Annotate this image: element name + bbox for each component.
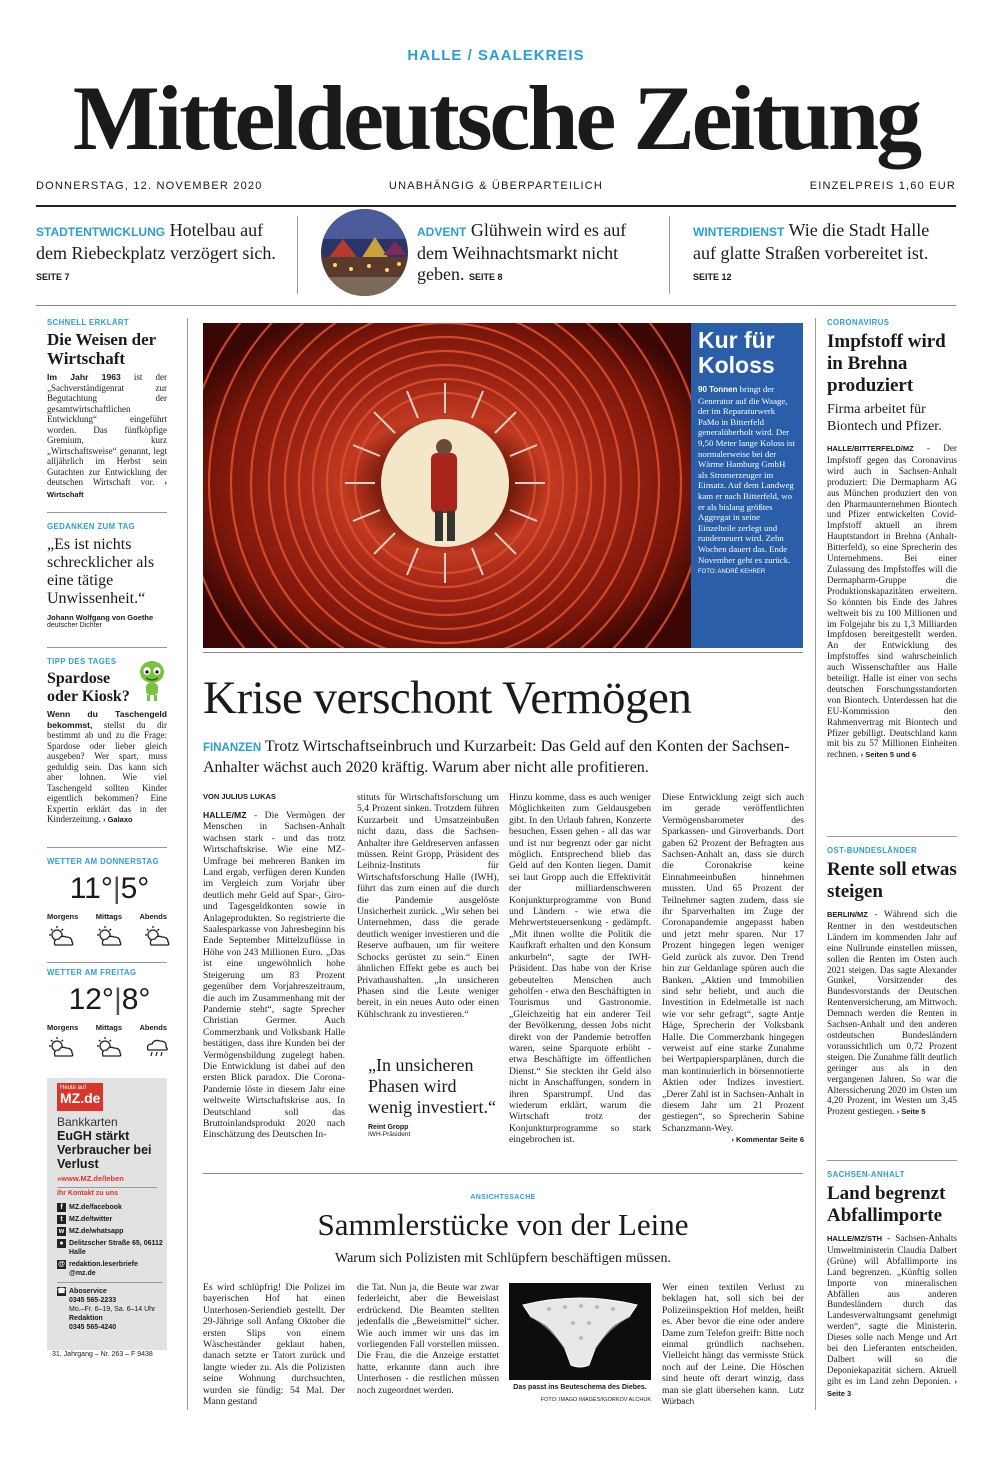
ref-text: Wirtschaft — [47, 489, 84, 499]
sun-cloud-icon — [47, 926, 75, 946]
corona-subhead: Firma arbeitet für Biontech und Pfizer. — [827, 402, 942, 434]
temp-high: 11° — [69, 872, 113, 905]
lower-text: Es wird schlüpfrig! Die Polizei im bayerischen Hof hat einen Unterhosen-Seriendieb gestellt. Der 29-Jährige soll Anfang Oktober die ersten Slips von einem Wäscheständer geklaut haben, danach setzte er Tatort zurück und langte wieder zu. Als die Polizisten seine Wohnung durchsuchten, wurden sie fündig: 54 Mal. Der Mann gestand — [203, 1282, 345, 1408]
ref-link[interactable]: › Wirtschaft — [47, 478, 168, 499]
contact-phone — [57, 1287, 163, 1332]
body-text: - Während sich die Rentner in den westdeutschen Ländern im kommenden Jahr auf eine Nullrunde einstellen müssen, sollen die Renten im Osten auch 2021 steigen. Das sagte Alexander Gunkel, Vorsitzender des Bundesvorstands der Deutschen Rentenversicherung, am Mittwoch. Demnach werden die Renten in Sachsen-Anhalt und den anderen ostdeutschen Bundesländern voraussichtlich um 0,72 Prozent steigen. Die Zunahme fällt deutlich geringer aus als in den vergangenen Jahren. So war die Alterssicherung 2020 im Osten um 4,20 Prozent, im Westen um 3,45 Prozent gestiegen. — [827, 909, 957, 1117]
corona-headline: Impfstoff wird in Brehna produziert — [827, 331, 946, 396]
teaser-kicker: ADVENT — [417, 225, 467, 239]
teaser-advent[interactable] — [417, 220, 647, 288]
temp-low: 5° — [120, 872, 150, 905]
redaktion-phone[interactable]: 0345 565-4240 — [69, 1324, 117, 1331]
contact-mail[interactable] — [57, 1260, 163, 1278]
mail-link: redaktion.leserbriefe @mz.de — [69, 1261, 138, 1277]
issue-date: DONNERSTAG, 12. NOVEMBER 2020 — [36, 180, 263, 192]
promo-category: Bankkarten — [57, 1115, 118, 1129]
main-text: Diese Entwicklung zeigt sich auch im gerade veröffentlichten Vermögensbarometer des Sparkassen- und Giroverbands. Dort gaben 62 Prozent der Befragten aus Sachsen-Anhalt an, dass sie durch die Coronakrise keine Einnahmeeinbußen hinnehmen mussten. Und 65 Prozent der Teilnehmer sagten zudem, dass sie ihr Sparverhalten im Zuge der Coronapandemie angepasst haben und jetzt mehr sparen. Nur 17 Prozent hingegen legen weniger Geld zurück als zuvor. Den Trend hin zur Geldanlage spüren auch die Banken. „Aktien und Immobilien sind sehr beliebt, und auch die Investition in Edelmetalle ist nach wie vor sehr gefragt“, sagte Antje Häge, Sprecherin der Volksbank Halle. Die Commerzbank hingegen verweist auf eine starke Zunahme bei Wertpapiersparplänen, durch die man kontinuierlich in börsennotierte Aktien oder Indizes investiert. „Derer Zahl ist in Sachsen-Anhalt in diesem Jahr um 21 Prozent gestiegen“, so Sprecherin Sabine Schanzmann-Wey. — [662, 792, 804, 1134]
teaser-stadtentwicklung[interactable] — [36, 220, 276, 288]
address-text: Delitzscher Straße 65, 06112 Halle — [69, 1240, 163, 1256]
photo-credit: FOTO: ANDRÉ KEHRER — [698, 569, 766, 576]
main-headline: Krise verschont Vermögen — [203, 672, 692, 724]
ref-text: Kommentar Seite 6 — [736, 1135, 804, 1145]
photo-caption: Das passt ins Beuteschema des Diebes. — [513, 1384, 647, 1391]
main-deck — [203, 737, 803, 777]
lingerie-photo — [509, 1283, 651, 1380]
label-morning: Morgens — [47, 1023, 79, 1032]
facebook-icon: f — [57, 1203, 66, 1212]
contact-address — [57, 1239, 163, 1257]
teaser-text: Wie die Stadt Halle auf glatte Straßen vorbereitet ist. — [693, 220, 930, 263]
section-label: SCHNELL ERKLÄRT — [47, 318, 130, 327]
main-text: stituts für Wirtschaftsforschung um 5,4 Prozent sinken. Trotzdem führen Kurzarbeit und Umsatzeinbußen nicht dazu, dass die Sachsen-Anhalter ihre Geldreserven anfassen müssen. Reint Gropp, Präsident des Leibniz-Instituts für Wirtschaftsforschung Halle (IWH), führt das zum einen auf die durch die Pandemie ausgelöste Unsicherheit zurück. „Wir sehen bei Unternehmen, dass die gerade deutlich weniger investieren und die Reserve aufbauen, um für weitere Schocks gerüstet zu sein.“ Einen ähnlichen Effekt gebe es auch bei Privathaushalten. „In unsicheren Phasen sind die Leute weniger bereit, in ein neues Auto oder einen Kühlschrank zu investieren.“ — [357, 792, 499, 1020]
section-label: OST-BUNDESLÄNDER — [827, 846, 918, 855]
author-name: Lutz Würbach — [662, 1385, 804, 1407]
location-icon: ● — [57, 1239, 66, 1248]
alien-mascot-icon — [136, 659, 168, 701]
left-column — [47, 318, 167, 500]
sun-cloud-icon — [143, 926, 171, 946]
redaktion-label: Redaktion — [69, 1315, 103, 1322]
teaser-text: Glühwein wird es auf dem Weihnachtsmarkt nicht geben. — [417, 220, 627, 284]
tagline: UNABHÄNGIG & ÜBERPARTEILICH — [388, 180, 604, 192]
abo-hours: Mo.–Fr. 6–19, Sa. 6–14 Uhr — [69, 1306, 156, 1313]
contact-list — [57, 1203, 163, 1332]
right-story-corona — [827, 318, 957, 761]
section-label: WETTER AM DONNERSTAG — [47, 857, 159, 866]
quote-of-day — [47, 522, 167, 629]
body-text: ist der „Sachverständigenrat zur Begutachtung der gesamtwirtschaftlichen Entwicklung“ eingeführt worden. Das fünfköpfige Gremium, kurz „Wirtschaftsweise“ genannt, legt alljährlich im Herbst sein Gutachten zur Entwicklung der deutschen Wirtschaft vor. — [47, 372, 168, 487]
lower-column-2 — [357, 1282, 499, 1396]
sun-cloud-icon — [95, 1037, 123, 1057]
lead-text: Wenn du Taschengeld bekommst, — [47, 709, 167, 730]
promo-headline: EuGH stärkt Verbraucher bei Verlust — [57, 1129, 152, 1171]
section-label: SACHSEN-ANHALT — [827, 1170, 905, 1179]
dateline: HALLE/BITTERFELD/MZ — [827, 444, 914, 453]
caption-lead: 90 Tonnen — [698, 385, 738, 394]
deck-kicker: FINANZEN — [203, 742, 262, 754]
caption-text: bringt der Generator auf die Waage, der im Reparaturwerk PaMo in Bitterfeld generalüberholt wird. Der 9,50 Meter lange Koloss ist normalerweise bei der Wärme Hamburg GmbH als Stromerzeuger im Einsatz. Auf dem Landweg kam er nach Bitterfeld, wo er als bislang größtes Aggregat in seine Einzelteile zerlegt und runderneuert wird. Zehn Wochen dauert das. Ende November geht es zurück. — [698, 384, 795, 565]
twitter-link: MZ.de/twitter — [69, 1216, 113, 1223]
main-text: Hinzu komme, dass es auch weniger Möglichkeiten zum Geldausgeben gibt. In den Urlaub fahren, Konzerte besuchen, Essen gehen - all das war und ist nur begrenzt oder gar nicht möglich. Entsprechend blieb das Geld auf den Konten liegen. Damit sei laut Gropp auch die Effektivität der milliardenschweren Konjunkturprogramme von Bund und Ländern - wie etwa die Mehrwertsteuersenkung - gedämpft. „Mit ihnen wollte die Politik die Kaufkraft erhalten und den Konsum ankurbeln“, sagte der IWH-Präsident. Das habe von der Krise gebeutelten Menschen auch geholfen - etwa den Beschäftigten in Tourismus und Gastronomie. „Gleichzeitig hat ein anderer Teil der Bevölkerung, dessen Jobs nicht direkt von der Pandemie betroffen waren, seine Sparquote erhöht - etwa Beschäftigte im öffentlichen Dienst.“ Sie steckten ihr Geld also nicht in Anschaffungen, sondern in ihren Sparstrumpf. Und das wiederum erklärt, warum die Wirtschaft trotz der Konjunkturprogramme so stark eingebrochen ist. — [509, 792, 651, 1146]
ref-link[interactable]: › Galaxo — [102, 815, 133, 824]
temp-low: 8° — [121, 983, 151, 1016]
price: EINZELPREIS 1,60 EUR — [809, 180, 956, 192]
teaser-ref: SEITE 12 — [693, 272, 732, 282]
photo-credit: FOTO: IMAGO IMAGES/IGORKOV ALCHUK — [540, 1397, 651, 1403]
ref-text: Seiten 5 und 6 — [865, 750, 917, 760]
rain-cloud-icon — [143, 1037, 171, 1057]
contact-facebook[interactable] — [57, 1203, 163, 1212]
comment-ref-link[interactable]: › Kommentar Seite 6 — [731, 1135, 804, 1145]
body-text: stellst du dir bestimmt ab und zu die Frage: Spardose oder lieber gleich ausgeben? Wer spart, muss geduldig sein. Das kann sich aber lohnen. Wie viel Taschengeld sollten Kinder eigentlich bekommen? Eine Expertin erklärt das in der Kinderzeitung. — [47, 719, 168, 824]
mz-logo[interactable] — [57, 1083, 103, 1111]
ref-text: Galaxo — [107, 815, 133, 824]
ref-text: Seite 3 — [827, 1388, 852, 1398]
section-label: ANSICHTSSACHE — [470, 1194, 536, 1201]
promo-brand: MZ.de — [60, 1090, 101, 1106]
caption-title: Kur für Koloss — [698, 327, 775, 378]
newspaper-title: Mitteldeutsche Zeitung — [72, 67, 920, 169]
section-label: TIPP DES TAGES — [47, 657, 117, 666]
masthead-rule — [36, 205, 956, 207]
pull-quote-name: Reint Gropp — [368, 1124, 409, 1131]
dateline: HALLE/MZ/STH — [827, 1234, 882, 1243]
label-evening: Abends — [139, 912, 167, 921]
contact-heading: Ihr Kontakt zu uns — [57, 1190, 119, 1197]
lower-text: die Tat. Nun ja, die Beute war zwar federleicht, aber die Beweislast erdrückend. Die Beamten stellten jedenfalls die „Beweismittel“ sicher. Wie auch immer wir uns das im vorliegenden Fall vorstellen müssen. Die Frau, die die Anzeige erstattet hatte, erkannte dann auch ihre Unterhosen - die restlichen müssen noch zugeordnet werden. — [357, 1282, 499, 1396]
phone-icon: ☎ — [57, 1288, 66, 1295]
twitter-icon: t — [57, 1215, 66, 1224]
label-noon: Mittags — [95, 1023, 122, 1032]
sun-cloud-icon — [95, 926, 123, 946]
quote-author: Johann Wolfgang von Goethe — [47, 613, 154, 622]
right-story-abfall — [827, 1170, 957, 1400]
teaser-kicker: STADTENTWICKLUNG — [36, 225, 166, 239]
main-text: - Die Vermögen der Menschen in Sachsen-Anhalt wachsen stark - und das trotz Wirtschaftskrise. Wie eine MZ-Umfrage bei mehreren Banken im Land ergab, verfügen deren Kunden im Vergleich zum Vorjahr über deutlich mehr Geld auf Spar-, Giro- und Tagesgeldkonten sowie in Anlageprodukten. So registrierte die Saalesparkasse von Jahresbeginn bis Ende September Mittelzuflüsse in Höhe von 243 Millionen Euro. „Das ist eine ungewöhnlich hohe Steigerung um 83 Prozent gegenüber dem Vorjahreszeitraum, die auch im Zusammenhang mit der Pandemie steht“, sagte Sprecher Christian Germer. Auch Commerzbank und Volksbank Halle bestätigen, dass ihre Kunden bei der Vermögensbildung zugelegt haben. Die Entwicklung ist dabei auf den ersten Blick paradox. Die Corona-Pandemie löste in diesem Jahr eine weltweite Wirtschaftskrise aus. In Deutschland soll das Bruttoinlandsprodukt 2020 nach Einschätzung des Deutschen In- — [203, 810, 345, 1141]
facebook-link: MZ.de/facebook — [69, 1204, 122, 1211]
lower-text: Wer einen textilen Verlust zu beklagen hat, soll sich bei der Polizeiinspektion Hof melden, heißt es. Aber bevor die eine oder andere Dame zum Telefon greift: Bitte noch einmal gründlich nachsehen. Vielleicht hängt das vermisste Stück noch auf der Leine. Die Höschen sind heute oft derart winzig, dass man sie glatt übersehen kann. — [662, 1282, 804, 1396]
whatsapp-link: MZ.de/whatsapp — [69, 1228, 124, 1235]
teaser-winterdienst[interactable] — [693, 220, 933, 288]
lead-text: Im Jahr 1963 — [47, 372, 121, 382]
main-column-4 — [662, 792, 804, 1146]
body-text: - Sachsen-Anhalts Umweltministerin Claudia Dalbert (Grüne) will Abfallimporte ins Land begrenzen. „Künftig sollen Importe von mineralischen Abfällen aus anderen Bundesländern durch das Landesverwaltungsamt genehmigt werden“, sagte die Ministerin. Dieses solle nach Menge und Art bei den Lieferanten entscheiden. Dalbert will so die Deponiekapazität sichern. Aktuell gibt es im Land zehn Deponien. — [827, 1233, 957, 1386]
promo-url[interactable]: »www.MZ.de/leben — [57, 1174, 124, 1183]
pull-quote-role: IWH-Präsident — [368, 1131, 411, 1138]
pull-quote-text: „In unsicheren Phasen wird wenig investiert.“ — [368, 1055, 496, 1117]
contact-twitter[interactable] — [57, 1215, 163, 1224]
quote-role: deutscher Dichter — [47, 622, 102, 629]
byline: VON JULIUS LUKAS — [203, 792, 276, 801]
dateline: BERLIN/MZ — [827, 910, 868, 919]
section-label: GEDANKEN ZUM TAG — [47, 522, 136, 531]
abo-label: Aboservice — [69, 1288, 107, 1295]
abo-phone[interactable]: 0345 565-2233 — [69, 1297, 117, 1304]
main-column-3 — [509, 792, 651, 1146]
weather-friday: WETTER AM FREITAG 12°|8° Morgens Mittags Abends — [47, 968, 172, 1057]
temp-high: 12° — [68, 983, 114, 1016]
ref-link[interactable]: › Seite 3 — [827, 1376, 957, 1398]
label-morning: Morgens — [47, 912, 79, 921]
rente-headline: Rente soll etwas steigen — [827, 859, 957, 902]
section-label: WETTER AM FREITAG — [47, 968, 137, 977]
promo-box — [47, 1078, 167, 1350]
generator-photo — [203, 323, 691, 648]
lower-deck: Warum sich Polizisten mit Schlüpfern beschäftigen müssen. — [335, 1251, 671, 1266]
issue-number: 31. Jahrgang – Nr. 263 – F 9438 — [52, 1351, 153, 1358]
teaser-ref: SEITE 8 — [468, 272, 503, 282]
right-story-rente — [827, 846, 957, 1118]
main-column-2 — [357, 792, 499, 1020]
section-label: CORONAVIRUS — [827, 318, 890, 327]
lower-headline: Sammlerstücke von der Leine — [317, 1207, 689, 1242]
promo-tag: Heute auf — [60, 1085, 87, 1091]
weisen-headline: Die Weisen der Wirtschaft — [47, 330, 156, 368]
photo-caption-box — [691, 323, 803, 648]
ref-link[interactable]: › Seite 5 — [896, 1107, 926, 1117]
christmas-market-photo — [321, 209, 408, 296]
main-column-1 — [203, 810, 345, 1141]
quote-text: „Es ist nichts schrecklicher als eine tätige Unwissenheit.“ — [47, 536, 155, 607]
region-label: HALLE / SAALEKREIS — [407, 47, 585, 64]
weather-thursday: WETTER AM DONNERSTAG 11°|5° Morgens Mittags Abends — [47, 857, 172, 946]
lower-column-1 — [203, 1282, 345, 1407]
tip-headline: Spardose oder Kiosk? — [47, 670, 130, 705]
label-evening: Abends — [139, 1023, 167, 1032]
teaser-ref: SEITE 7 — [36, 272, 70, 282]
teaser-kicker: WINTERDIENST — [693, 225, 785, 239]
label-noon: Mittags — [95, 912, 122, 921]
body-text: - Der Impfstoff gegen das Coronavirus wird auch in Sachsen-Anhalt produziert: Die Dermapharm AG aus München produziert den von den Pharmaunternehmen Biontech und Pfizer entwickelten Covid-Impfstoff aktuell an ihrem Hauptstandort in Brehna (Anhalt-Bitterfeld), so eine Sprecherin des Unternehmens. Bei einer Zulassung des Impfstoffes will die Dermapharm-Gruppe die Produktionskapazitäten erweitern. So könnten bis Ende des Jahres weltweit bis zu 100 Millionen und im Folgejahr bis zu 1,3 Milliarden Impfdosen bereitgestellt werden. An der Entwicklung des Impfstoffes sind wahrscheinlich auch Wissenschaftler aus Halle beteiligt. Halle ist einer von sechs deutschen Forschungsstandorten von Biontech. Unterdessen hat die EU-Kommission den Rahmenvertrag mit Biontech und Pfizer gebilligt. Deutschland kann mit bis zu 57 Millionen Einheiten rechnen. — [827, 443, 957, 760]
contact-whatsapp[interactable] — [57, 1227, 163, 1236]
mail-icon: @ — [58, 1261, 65, 1268]
deck-text: Trotz Wirtschaftseinbruch und Kurzarbeit: Das Geld auf den Konten der Sachsen-Anhalter wächst auch 2020 kräftig. Warum aber nicht alle profitieren. — [203, 738, 790, 776]
ref-link[interactable]: › Seiten 5 und 6 — [860, 750, 917, 760]
teaser-text: Hotelbau auf dem Riebeckplatz verzögert sich. — [36, 220, 276, 263]
whatsapp-icon: w — [58, 1228, 65, 1235]
sun-cloud-icon — [47, 1037, 75, 1057]
lower-column-3 — [662, 1282, 804, 1407]
ref-text: Seite 5 — [901, 1107, 926, 1117]
dateline: HALLE/MZ — [203, 810, 247, 820]
pull-quote — [368, 1055, 498, 1138]
abfall-headline: Land begrenzt Abfallimporte — [827, 1183, 946, 1226]
